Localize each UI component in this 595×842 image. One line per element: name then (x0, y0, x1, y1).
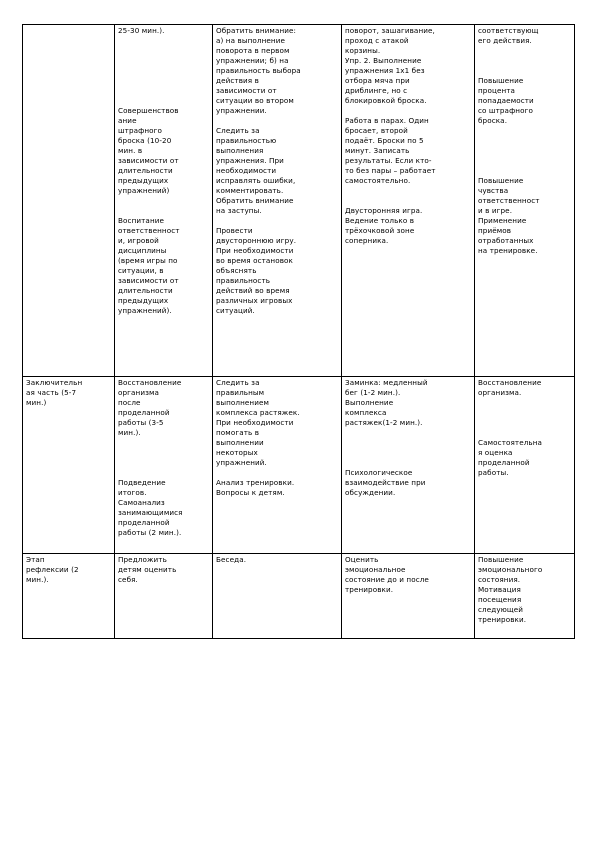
students-cell (342, 554, 475, 639)
cell-text: Психологическое взаимодействие при обсуждении. (345, 468, 426, 497)
cell-text: Воспитание ответственност и, игровой дисциплины (время игры по ситуации, в зависимости от длительности предыдущих упражнений). (118, 216, 180, 315)
stage-cell (23, 25, 115, 377)
cell-text: Двусторонняя игра. Ведение только в трёхочковой зоне соперника. (345, 206, 423, 245)
cell-text: Повышение чувства ответственност и в игре. Применение приёмов отработанных на тренировке. (478, 176, 540, 255)
task-cell (115, 25, 213, 377)
cell-text: соответствующ его действия. (478, 26, 539, 45)
cell-text: Самостоятельна я оценка проделанной работы. (478, 438, 543, 477)
cell-text: Обратить внимание: а) на выполнение поворота в первом упражнении; б) на правильность выбора действия в зависимости от ситуации во втором упражнении. (216, 26, 301, 115)
task-cell (115, 554, 213, 639)
training-plan-table (22, 24, 575, 639)
table-row (23, 25, 575, 377)
cell-text: Заключительн ая часть (5-7 мин.) (26, 378, 83, 407)
cell-text: Этап рефлексии (2 мин.). (26, 555, 79, 584)
cell-text: Анализ тренировки. Вопросы к детям. (216, 478, 295, 497)
cell-text: Заминка: медленный бег (1-2 мин.). Выполнение комплекса растяжек(1-2 мин.). (345, 378, 428, 427)
result-cell (475, 554, 575, 639)
cell-text: Следить за правильностью выполнения упражнения. При необходимости исправлять ошибки, комментировать. Обратить внимание на заступы. (216, 126, 296, 215)
cell-text: Оценить эмоциональное состояние до и после тренировки. (345, 555, 429, 594)
cell-text: 25-30 мин.). (118, 26, 165, 35)
cell-text: Совершенствов ание штрафного броска (10-20 мин. в зависимости от длительности предыдущих упражнений) (118, 106, 179, 195)
teacher-cell (213, 25, 342, 377)
task-cell (115, 377, 213, 554)
students-cell (342, 377, 475, 554)
stage-cell (23, 554, 115, 639)
cell-text: Беседа. (216, 555, 247, 564)
cell-text: Следить за правильным выполнением комплекса растяжек. При необходимости помогать в выполнении некоторых упражнений. (216, 378, 300, 467)
cell-text: Работа в парах. Один бросает, второй подаёт. Броски по 5 минут. Записать результаты. Если кто- то без пары – работает самостоятельно. (345, 116, 436, 185)
cell-text: Восстановление организма после проделанной работы (3-5 мин.). (118, 378, 182, 437)
cell-text: поворот, зашагивание, проход с атакой корзины. Упр. 2. Выполнение упражнения 1х1 без отбора мяча при дриблинге, но с блокировкой броска. (345, 26, 435, 105)
teacher-cell (213, 554, 342, 639)
cell-text: Провести двустороннюю игру. При необходимости во время остановок объяснять правильность действий во время различных игровых ситуаций. (216, 226, 297, 315)
table-row (23, 554, 575, 639)
cell-text: Повышение процента попадаемости со штрафного броска. (478, 76, 534, 125)
result-cell (475, 377, 575, 554)
cell-text: Предложить детям оценить себя. (118, 555, 177, 584)
students-cell (342, 25, 475, 377)
result-cell (475, 25, 575, 377)
table-row (23, 377, 575, 554)
cell-text: Подведение итогов. Самоанализ занимающимися проделанной работы (2 мин.). (118, 478, 183, 537)
stage-cell (23, 377, 115, 554)
cell-text: Восстановление организма. (478, 378, 542, 397)
teacher-cell (213, 377, 342, 554)
cell-text: Повышение эмоционального состояния. Мотивация посещения следующей тренировки. (478, 555, 543, 624)
